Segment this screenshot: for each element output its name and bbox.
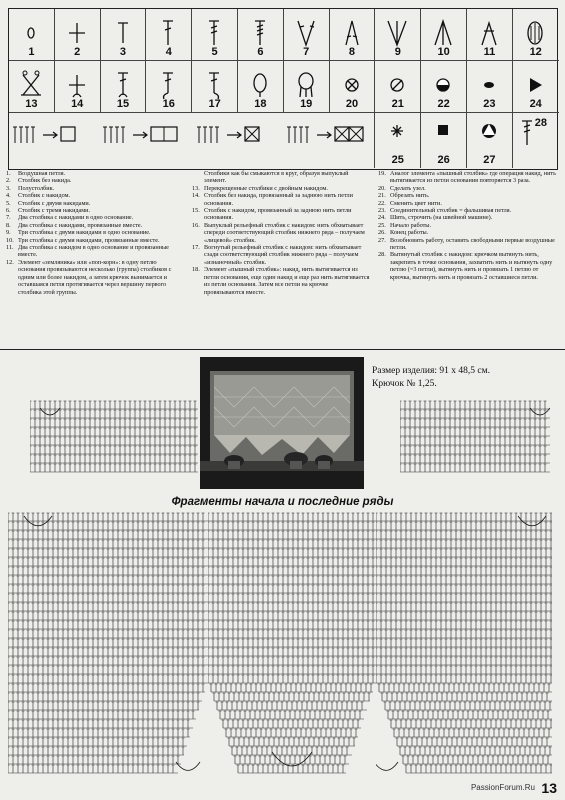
legend-description-item xyxy=(378,222,558,229)
legend-symbol-number: 9 xyxy=(394,46,401,58)
legend-symbol-20 xyxy=(330,61,376,113)
legend-symbol-17 xyxy=(192,61,238,113)
legend-description-text: Аналог элемента «пышный столбик» где операция накид, нить вытягивается из петли основания повторяется 3 раза. xyxy=(390,170,556,185)
legend-symbol-14 xyxy=(55,61,101,113)
legend-description-text: Столбик с накидом. xyxy=(18,192,71,200)
crochet-chart-bottom-right xyxy=(376,512,552,774)
legend-symbol-24 xyxy=(513,61,559,113)
legend-description-number: 12. xyxy=(6,258,14,266)
legend-symbol-7 xyxy=(284,9,330,61)
legend-transition-diagrams xyxy=(9,113,375,168)
page-number: 13 xyxy=(541,780,557,796)
legend-symbol-1 xyxy=(9,9,55,61)
legend-description-number: 19. xyxy=(378,170,386,177)
legend-description-item xyxy=(378,200,558,207)
legend-description-text: Соединительный столбик = фальшивая петля. xyxy=(390,207,512,215)
legend-description-number: 27. xyxy=(378,236,386,244)
legend-symbol-number: 6 xyxy=(257,46,264,58)
legend-description-number: 23. xyxy=(378,207,386,215)
section-divider xyxy=(0,349,565,350)
legend-description-item xyxy=(192,266,370,296)
legend-symbol-27 xyxy=(467,113,513,168)
legend-description-item xyxy=(378,207,558,214)
legend-symbol-number: 13 xyxy=(25,98,38,110)
legend-description-text: Полустолбик. xyxy=(18,184,55,192)
legend-description-item xyxy=(192,170,370,185)
crochet-chart-top-right xyxy=(400,400,550,480)
legend-description-text: Два столбика с накидом в одно основание и провязанные вместе. xyxy=(18,244,169,259)
legend-symbol-number: 5 xyxy=(211,46,218,58)
legend-description-item xyxy=(6,222,184,229)
legend-symbol-number: 19 xyxy=(300,98,313,110)
legend-description-number: 4. xyxy=(6,192,11,200)
legend-description-number: 24. xyxy=(378,214,386,222)
legend-description-number: 14. xyxy=(192,192,200,200)
legend-description-number: 5. xyxy=(6,199,11,207)
legend-symbol-number: 3 xyxy=(119,46,127,58)
symbol-legend-grid xyxy=(8,8,558,170)
legend-description-text: Столбик с тремя накидами. xyxy=(18,207,91,215)
legend-column-3 xyxy=(378,170,558,281)
legend-symbol-number: 1 xyxy=(28,46,35,58)
legend-description-number: 18. xyxy=(192,266,200,274)
legend-symbol-23 xyxy=(467,61,513,113)
legend-description-item xyxy=(378,185,558,192)
legend-symbol-number: 12 xyxy=(529,46,542,58)
legend-symbol-number: 20 xyxy=(345,98,359,110)
legend-symbol-number: 14 xyxy=(71,98,84,110)
legend-description-number xyxy=(192,170,204,185)
legend-description-number: 15. xyxy=(192,207,200,215)
legend-description-item xyxy=(6,200,184,207)
product-size: Размер изделия: 91 х 48,5 см. xyxy=(372,366,490,376)
legend-symbol-number: 2 xyxy=(74,46,81,58)
legend-symbol-number: 28 xyxy=(534,117,548,129)
legend-description-item xyxy=(378,170,558,185)
legend-symbol-number: 24 xyxy=(529,98,542,110)
legend-description-item xyxy=(6,229,184,236)
legend-description-item xyxy=(6,244,184,259)
legend-description-number: 22. xyxy=(378,199,386,207)
legend-symbol-number: 16 xyxy=(162,98,175,110)
legend-description-text: Элемент «земляника» или «поп-корн»: в одну петлю основания провязываются несколько (группа) столбиков с одним или более накидом, а затем крючок вынимается и оставшаяся петля протягивается через вершину первого столбика этой группы. xyxy=(18,258,172,296)
legend-symbol-15 xyxy=(101,61,147,113)
legend-symbol-number: 8 xyxy=(348,46,356,58)
legend-symbol-number: 7 xyxy=(303,46,310,58)
legend-description-item xyxy=(6,192,184,199)
legend-description-item xyxy=(192,192,370,207)
site-watermark: PassionForum.Ru xyxy=(470,783,535,792)
legend-description-item xyxy=(378,229,558,236)
legend-column-1 xyxy=(6,170,184,296)
legend-description-text: Три столбика с двумя накидами в одно основание. xyxy=(18,229,151,237)
legend-description-item xyxy=(6,177,184,184)
legend-description-number: 9. xyxy=(6,229,11,237)
legend-description-number: 25. xyxy=(378,221,386,229)
legend-description-text: Столбик без накида, провязанный за заднюю нить петли основания. xyxy=(204,192,353,207)
legend-description-text: Три столбика с двумя накидами, провязанные вместе. xyxy=(18,236,160,244)
legend-description-item xyxy=(378,251,558,281)
legend-symbol-10 xyxy=(421,9,467,61)
crochet-chart-top-left xyxy=(30,400,198,480)
legend-description-number: 21. xyxy=(378,192,386,200)
curtain-photo xyxy=(200,357,364,489)
legend-description-item xyxy=(378,192,558,199)
legend-descriptions xyxy=(6,170,559,348)
legend-symbol-number: 4 xyxy=(165,46,172,58)
legend-symbol-8 xyxy=(330,9,376,61)
legend-description-text: Столбик с двумя накидами. xyxy=(18,199,91,207)
legend-description-number: 1. xyxy=(6,170,11,177)
legend-description-text: Воздушная петля. xyxy=(18,170,66,177)
legend-description-text: Выпуклый рельефный столбик с накидом: нить обхватывает спереди соответствующий столбик нижнего ряда – получаем «лицевой» столбик. xyxy=(204,221,365,244)
legend-symbol-number: 18 xyxy=(254,98,267,110)
legend-description-item xyxy=(6,214,184,221)
legend-symbol-13 xyxy=(9,61,55,113)
legend-symbol-2 xyxy=(55,9,101,61)
legend-symbol-19 xyxy=(284,61,330,113)
legend-symbol-number: 23 xyxy=(483,98,496,110)
legend-symbol-18 xyxy=(238,61,284,113)
legend-description-number: 17. xyxy=(192,244,200,252)
legend-symbol-5 xyxy=(192,9,238,61)
legend-description-text: Начало работы. xyxy=(390,221,432,229)
legend-description-number: 11. xyxy=(6,244,14,252)
legend-description-text: Элемент «пышный столбик»: накид, нить вытягивается из петли основания, еще один накид и еще раз нить вытягивается из петли основания. Затем все петли на крючке провязываются вместе. xyxy=(204,266,370,296)
legend-description-number: 20. xyxy=(378,184,386,192)
legend-symbol-number: 17 xyxy=(208,98,221,110)
legend-description-number: 8. xyxy=(6,221,11,229)
legend-symbol-11 xyxy=(467,9,513,61)
legend-symbol-number: 26 xyxy=(437,154,450,166)
legend-description-number: 16. xyxy=(192,221,200,229)
legend-description-number: 10. xyxy=(6,236,14,244)
legend-description-text: Возобновить работу, оставить свободными первые воздушные петли. xyxy=(390,236,555,252)
legend-description-number: 13. xyxy=(192,184,200,192)
legend-symbol-26 xyxy=(421,113,467,168)
legend-symbol-number: 27 xyxy=(483,154,496,166)
size-info xyxy=(372,365,490,391)
legend-description-item xyxy=(192,222,370,244)
legend-description-text: Два столбика с накидами, провязанные вместе. xyxy=(18,221,143,229)
fragments-title: Фрагменты начала и последние ряды xyxy=(171,496,394,508)
legend-description-text: Вытянутый столбик с накидом: крючком вытянуть нить, закрепить в точке основания, захватить нить и вытянуть одну петлю (=3 петли), вытянуть нить и провязать 1 петлю от крючка, вытянуть нить и провязать 2 оставшиеся петли. xyxy=(390,251,553,281)
legend-description-text: Два столбика с накидами в одно основание. xyxy=(18,214,134,222)
legend-description-number: 2. xyxy=(6,177,11,185)
crochet-chart-bottom-left xyxy=(8,512,208,774)
legend-description-item xyxy=(6,259,184,296)
legend-description-item xyxy=(6,207,184,214)
legend-description-item xyxy=(6,170,184,177)
legend-symbol-9 xyxy=(375,9,421,61)
legend-description-number: 6. xyxy=(6,207,11,215)
legend-symbol-16 xyxy=(146,61,192,113)
legend-symbol-number: 10 xyxy=(437,46,450,58)
legend-description-text: Шить, строчить (на швейной машине). xyxy=(390,214,493,222)
legend-description-item xyxy=(192,207,370,222)
crochet-chart-bottom-middle xyxy=(208,512,376,774)
legend-symbol-12 xyxy=(513,9,559,61)
legend-description-text: Вогнутый рельефный столбик с накидом: нить обхватывает сзади соответствующий столбик нижнего ряда – получаем «изнаночный» столбик. xyxy=(204,244,362,266)
legend-description-number: 26. xyxy=(378,229,386,237)
legend-description-number: 3. xyxy=(6,184,11,192)
legend-symbol-25 xyxy=(375,113,421,168)
legend-description-text: Обрезать нить. xyxy=(390,192,430,200)
legend-description-text: Конец работы. xyxy=(390,229,429,237)
legend-symbol-3 xyxy=(101,9,147,61)
legend-description-text: Сделать узел. xyxy=(390,184,426,192)
legend-description-item xyxy=(192,244,370,266)
legend-description-item xyxy=(6,237,184,244)
legend-description-item xyxy=(192,185,370,192)
legend-column-2 xyxy=(192,170,370,296)
legend-symbol-number: 11 xyxy=(483,46,496,58)
legend-symbol-number: 15 xyxy=(116,98,130,110)
legend-description-number: 7. xyxy=(6,214,11,222)
legend-symbol-number: 22 xyxy=(437,98,450,110)
legend-symbol-number: 21 xyxy=(391,98,404,110)
legend-symbol-21 xyxy=(375,61,421,113)
hook-size: Крючок № 1,25. xyxy=(372,379,437,389)
legend-description-item xyxy=(378,214,558,221)
legend-description-text: Столбик без накида. xyxy=(18,177,72,185)
legend-symbol-4 xyxy=(146,9,192,61)
legend-description-text: Столбик с накидом, провязанный за заднюю нить петли основания. xyxy=(204,207,352,222)
legend-description-number: 28. xyxy=(378,251,386,259)
legend-description-text: Сменить цвет нити. xyxy=(390,199,442,207)
legend-symbol-28 xyxy=(513,113,559,168)
legend-symbol-6 xyxy=(238,9,284,61)
legend-symbol-22 xyxy=(421,61,467,113)
legend-description-item xyxy=(6,185,184,192)
legend-description-item xyxy=(378,237,558,252)
legend-symbol-number: 25 xyxy=(391,154,404,166)
legend-description-text: Столбики как бы смыкаются в круг, образуя выпуклый элемент. xyxy=(204,170,349,185)
legend-description-text: Перекрещенные столбики с двойным накидом. xyxy=(204,184,328,192)
